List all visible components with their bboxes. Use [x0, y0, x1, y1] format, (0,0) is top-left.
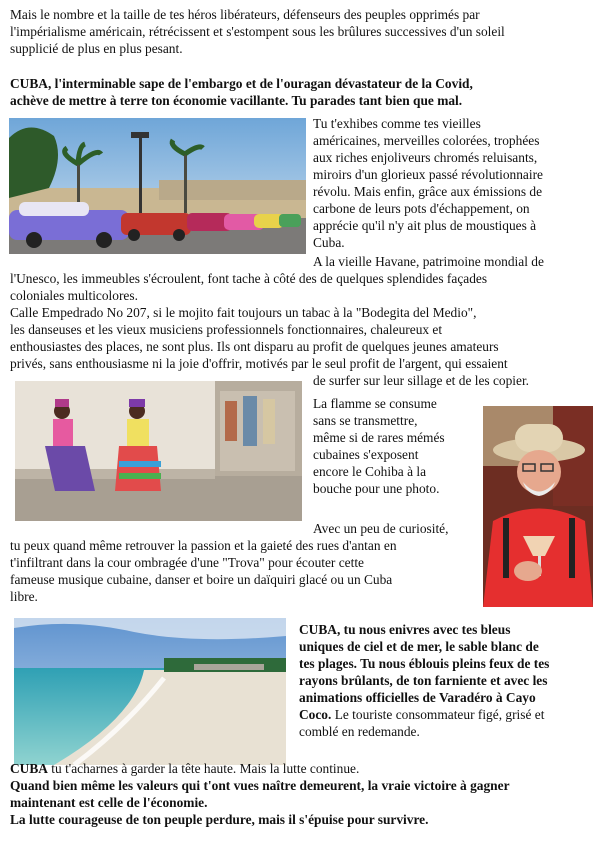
beach-tail: comblé en redemande.: [299, 724, 420, 739]
cars-text-2: américaines, merveilles colorées, trophées: [313, 133, 540, 148]
cars-text-4: miroirs d'un glorieux passé révolutionnaire: [313, 167, 544, 182]
cars-text-3: aux riches enjoliveurs chromés reluisants,: [313, 150, 538, 165]
intro-line-2: l'impérialisme américain, rétrécissent et s'estompent sous les brûlures successives d'un soleil: [10, 24, 505, 39]
beach-bold-2: uniques de ciel et de mer, le sable blanc de: [299, 639, 539, 654]
cars-text-5: révolu. Mais enfin, grâce aux émissions de: [313, 184, 543, 199]
havana-text-7: privés, sans enthousiasme ni la joie d'offrir, motivés par le seul profit de l'argent, qui essaient: [10, 356, 508, 371]
closing-line: [10, 760, 359, 777]
cars-text-1: Tu t'exhibes comme tes vieilles: [313, 116, 481, 131]
closing-bold-3: La lutte courageuse de ton peuple perdure, mais il s'épuise pour survivre.: [10, 812, 429, 827]
havana-text-6: enthousiastes des places, ne sont plus. Ils ont disparu au profit de quelques jeunes amateurs: [10, 339, 499, 354]
cars-text-6: carbone de leurs pots d'échappement, on: [313, 201, 530, 216]
flame-text-6: bouche pour une photo.: [313, 481, 440, 496]
cars-text-8: Cuba.: [313, 235, 345, 250]
flame-text-5: encore le Cohiba à la: [313, 464, 427, 479]
havana-text-2: l'Unesco, les immeubles s'écroulent, font tache à côté des de quelques splendides façades: [10, 271, 488, 286]
beach-last-normal: Le touriste consommateur figé, grisé et: [331, 707, 545, 722]
closing-word: CUBA: [10, 761, 48, 776]
havana-text-3: coloniales multicolores.: [10, 288, 138, 303]
cuba-heading-line-1: CUBA, l'interminable sape de l'embargo et de l'ouragan dévastateur de la Covid,: [10, 76, 473, 91]
havana-text-4: Calle Empedrado No 207, si le mojito fait toujours un tabac à la "Bodegita del Medio",: [10, 305, 477, 320]
havana-text-8: de surfer sur leur sillage et de les copier.: [313, 373, 530, 388]
intro-line-1: Mais le nombre et la taille de tes héros libérateurs, défenseurs des peuples opprimés par: [10, 7, 480, 22]
beach-line-6: [299, 706, 544, 723]
curiosity-text-1: Avec un peu de curiosité,: [313, 521, 449, 536]
curiosity-text-3: t'infiltrant dans la cour ombragée d'une "Trova" pour écouter cette: [10, 555, 365, 570]
intro-line-3: supplicié de plus en plus pesant.: [10, 41, 183, 56]
closing-bold-1: Quand bien même les valeurs qui t'ont vues naître demeurent, la vraie victoire à gagner: [10, 778, 510, 793]
curiosity-text-4: fameuse musique cubaine, danser et boire un daïquiri glacé ou un Cuba: [10, 572, 393, 587]
flame-text-1: La flamme se consume: [313, 396, 437, 411]
curiosity-text-2: tu peux quand même retrouver la passion et la gaieté des rues d'antan en: [10, 538, 397, 553]
cars-text-7: apprécie qu'il n'y ait plus de moustiques à: [313, 218, 537, 233]
cuban-women-photo: [15, 381, 302, 521]
havana-text-1: A la vieille Havane, patrimoine mondial de: [313, 254, 544, 269]
classic-cars-photo: [9, 118, 306, 254]
beach-bold-4: rayons brûlants, de ton farniente et avec les: [299, 673, 548, 688]
flame-text-4: cubaines s'exposent: [313, 447, 419, 462]
havana-text-5: les danseuses et les vieux musiciens professionnels fonctionnaires, chaleureux et: [10, 322, 443, 337]
closing-text: tu t'acharnes à garder la tête haute. Mais la lutte continue.: [47, 761, 360, 776]
beach-bold-3: tes plages. Tu nous éblouis pleins feux de tes: [299, 656, 550, 671]
beach-bold-1: CUBA, tu nous enivres avec tes bleus: [299, 622, 511, 637]
cuba-heading-line-2: achève de mettre à terre ton économie vacillante. Tu parades tant bien que mal.: [10, 93, 463, 108]
beach-bold-5: animations officielles de Varadéro à Cayo: [299, 690, 536, 705]
closing-bold-2: maintenant est celle de l'économie.: [10, 795, 208, 810]
man-with-hat-photo: [483, 406, 593, 607]
beach-last-bold: Coco.: [299, 707, 332, 722]
flame-text-2: sans se transmettre,: [313, 413, 418, 428]
curiosity-text-5: libre.: [10, 589, 38, 604]
flame-text-3: même si de rares mémés: [313, 430, 445, 445]
beach-photo: [14, 618, 286, 765]
